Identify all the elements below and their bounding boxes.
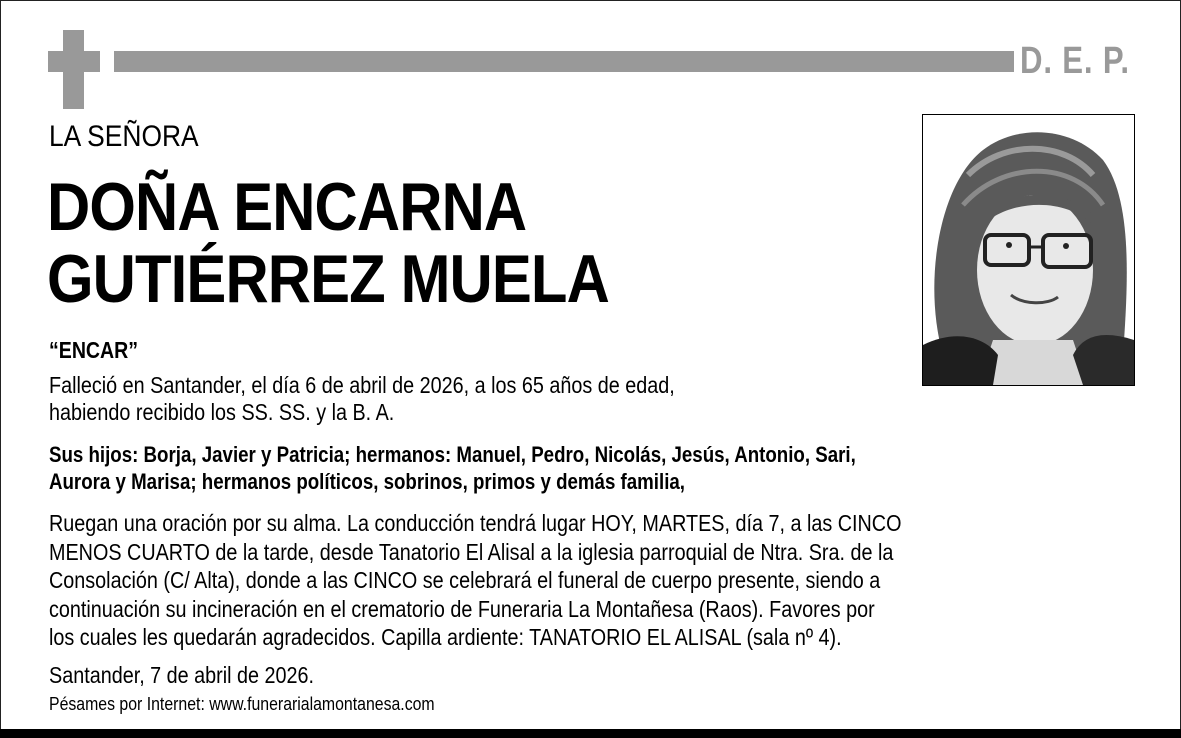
death-statement	[49, 372, 675, 426]
portrait-image-icon	[923, 115, 1134, 385]
cross-icon-bar	[48, 51, 100, 72]
details-line: MENOS CUARTO de la tarde, desde Tanatorio El Alisal a la iglesia parroquial de Ntra. Sra. de la	[49, 538, 894, 565]
honorific-prefix: LA SEÑORA	[49, 120, 199, 153]
death-line: habiendo recibido los SS. SS. y la B. A.	[49, 399, 395, 425]
details-line: los cuales les quedarán agradecidos. Capilla ardiente: TANATORIO EL ALISAL (sala nº 4).	[49, 624, 842, 650]
deceased-name	[47, 171, 609, 315]
family-list	[49, 441, 856, 495]
place-date: Santander, 7 de abril de 2026.	[49, 662, 315, 688]
name-line-2: GUTIÉRREZ MUELA	[47, 241, 609, 317]
header-rule	[114, 51, 1014, 72]
details-line: Ruegan una oración por su alma. La conducción tendrá lugar HOY, MARTES, día 7, a las CINCO	[49, 510, 902, 536]
death-line: Falleció en Santander, el día 6 de abril de 2026, a los 65 años de edad,	[49, 372, 675, 398]
family-line: Aurora y Marisa; hermanos políticos, sobrinos, primos y demás familia,	[49, 469, 685, 494]
details-line: continuación su incineración en el crematorio de Funeraria La Montañesa (Raos). Favores por	[49, 595, 875, 622]
web-condolences: Pésames por Internet: www.funerarialamontanesa.com	[49, 694, 435, 714]
portrait-photo	[922, 114, 1135, 386]
nickname: “ENCAR”	[49, 337, 139, 363]
name-line-1: DOÑA ENCARNA	[47, 169, 527, 245]
bottom-border	[0, 729, 1181, 738]
details-line: Consolación (C/ Alta), donde a las CINCO se celebrará el funeral de cuerpo presente, siendo a	[49, 567, 881, 593]
dep-label: D. E. P.	[1020, 40, 1130, 82]
family-line: Sus hijos: Borja, Javier y Patricia; hermanos: Manuel, Pedro, Nicolás, Jesús, Antonio, Sari,	[49, 442, 856, 467]
funeral-details	[49, 509, 901, 652]
